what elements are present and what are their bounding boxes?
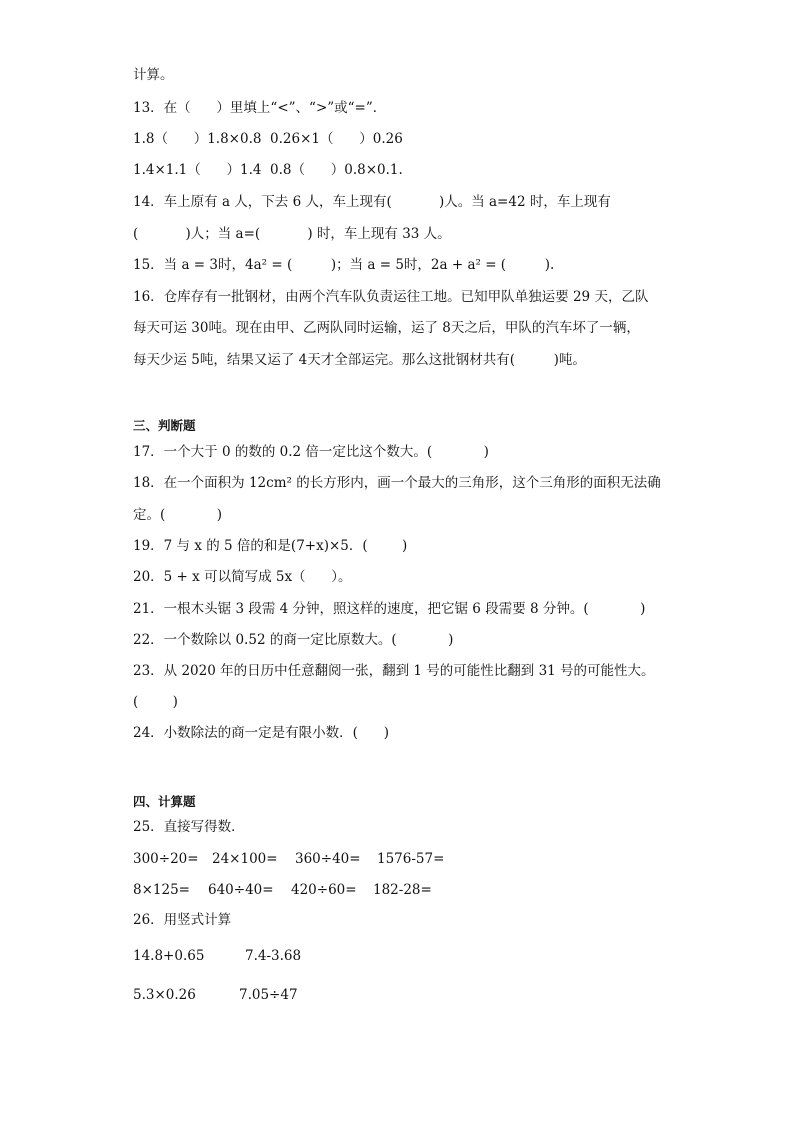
question-18: 18．在一个面积为 12cm² 的长方形内，画一个最大的三角形，这个三角形的面积无法确 (133, 475, 661, 491)
question-16: 16．仓库存有一批钢材，由两个汽车队负责运往工地。已知甲队单独运要 29 天，乙队 (133, 289, 649, 305)
question-23-cont: ( ) (133, 694, 178, 710)
calc-item: 640÷40= (208, 882, 274, 898)
question-21: 21．一根木头锯 3 段需 4 分钟，照这样的速度，把它锯 6 段需要 8 分钟。( ) (133, 601, 646, 617)
calc-item: 300÷20= (133, 851, 199, 867)
question-15: 15．当 a = 3时，4a² = ( )；当 a = 5时，2a + a² = ( ). (133, 257, 555, 273)
calc-item: 8×125= (133, 882, 190, 898)
question-19: 19．7 与 x 的 5 倍的和是(7+x)×5．( ) (133, 538, 408, 554)
question-13-row-2: 1.4×1.1（ ）1.4 0.8（ ）0.8×0.1. (133, 162, 403, 178)
section-title-judgement: 三、判断题 (133, 418, 196, 433)
vertical-calc-item: 7.05÷47 (239, 987, 298, 1003)
question-13: 13．在（ ）里填上“<”、“>”或“=”． (133, 100, 387, 116)
question-17: 17．一个大于 0 的数的 0.2 倍一定比这个数大。( ) (133, 444, 489, 460)
question-14: 14．车上原有 a 人，下去 6 人，车上现有( )人。当 a=42 时，车上现有 (133, 194, 611, 210)
question-24: 24．小数除法的商一定是有限小数．( ) (133, 725, 389, 741)
question-18-cont: 定。( ) (133, 507, 223, 523)
question-13-row-1: 1.8（ ）1.8×0.8 0.26×1（ ）0.26 (133, 131, 403, 147)
text-line: 计算。 (133, 67, 174, 83)
question-16-cont-1: 每天可运 30吨。现在由甲、乙两队同时运输，运了 8天之后，甲队的汽车坏了一辆， (133, 320, 640, 336)
calc-item: 1576-57= (377, 851, 445, 867)
calc-item: 360÷40= (295, 851, 361, 867)
section-title-calculation: 四、计算题 (133, 794, 196, 809)
question-14-cont: ( )人；当 a=( ) 时，车上现有 33 人。 (133, 226, 451, 242)
question-26: 26．用竖式计算 (133, 912, 232, 928)
question-20: 20．5 + x 可以简写成 5x（ ）。 (133, 569, 352, 585)
calc-item: 420÷60= (291, 882, 357, 898)
question-22: 22．一个数除以 0.52 的商一定比原数大。( ) (133, 632, 454, 648)
calc-item: 182-28= (373, 882, 432, 898)
question-16-cont-2: 每天少运 5吨，结果又运了 4天才全部运完。那么这批钢材共有( )吨。 (133, 352, 586, 368)
calc-item: 24×100= (212, 851, 278, 867)
vertical-calc-item: 5.3×0.26 (133, 987, 196, 1003)
question-23: 23．从 2020 年的日历中任意翻阅一张，翻到 1 号的可能性比翻到 31 号的可能性大。 (133, 663, 655, 679)
vertical-calc-item: 7.4-3.68 (245, 948, 302, 964)
vertical-calc-item: 14.8+0.65 (133, 948, 205, 964)
question-25: 25．直接写得数． (133, 819, 245, 835)
